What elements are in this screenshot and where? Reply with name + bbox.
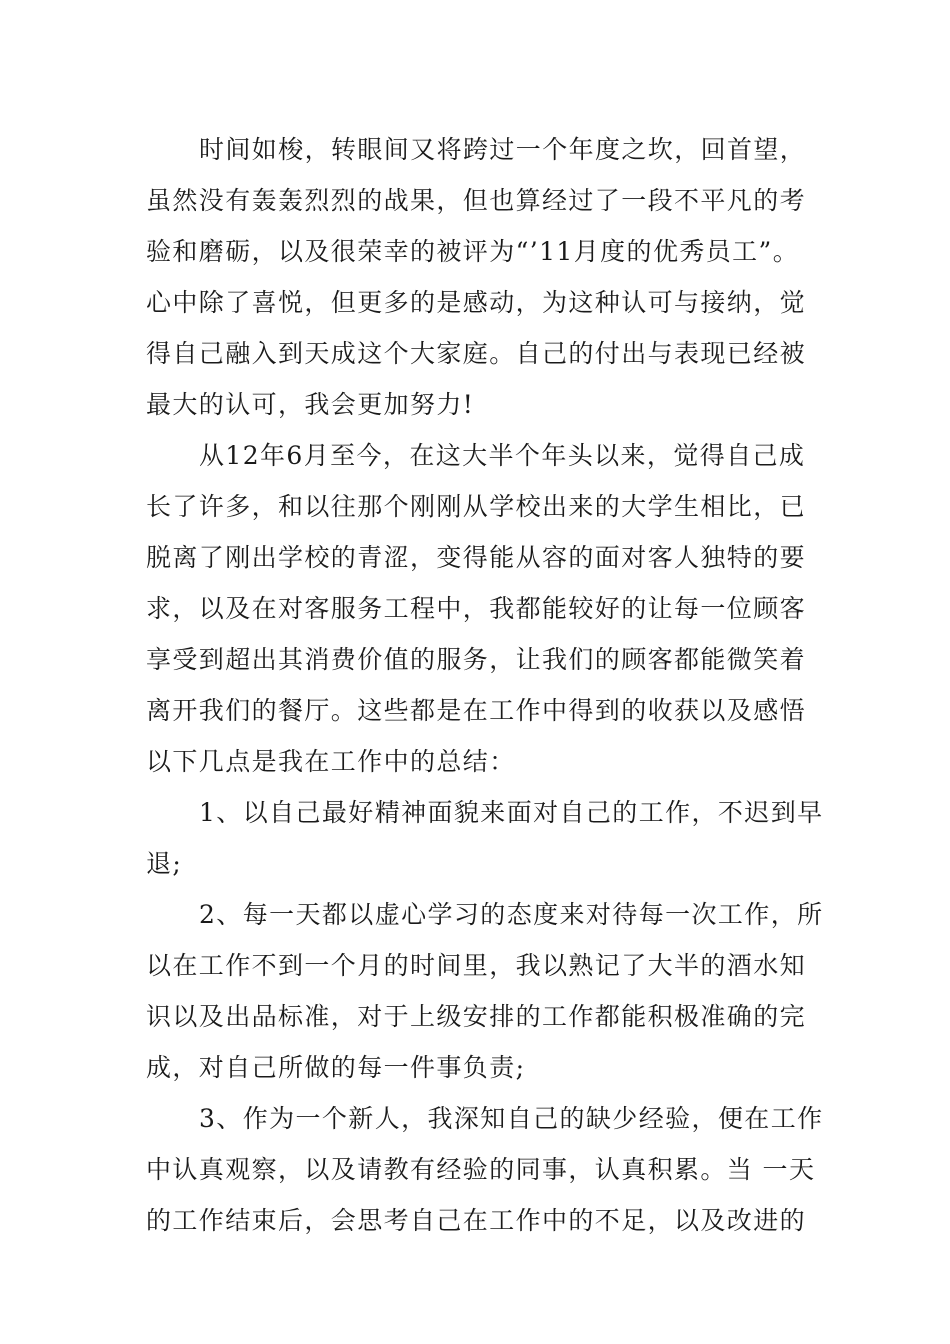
text-line: 最大的认可，我会更加努力! <box>146 390 475 419</box>
text-line: 脱离了刚出学校的青涩，变得能从容的面对客人独特的要 <box>146 543 807 572</box>
text-line: 从12年6月至今，在这大半个年头以来，觉得自己成 <box>199 441 806 470</box>
text-line: 虽然没有轰轰烈烈的战果，但也算经过了一段不平凡的考 <box>146 186 807 215</box>
text-line: 中认真观察，以及请教有经验的同事，认真积累。当 一天 <box>146 1155 816 1184</box>
text-line: 离开我们的餐厅。这些都是在工作中得到的收获以及感悟 <box>146 696 807 725</box>
text-line: 求，以及在对客服务工程中，我都能较好的让每一位顾客 <box>146 594 807 623</box>
text-line: 享受到超出其消费价值的服务，让我们的顾客都能微笑着 <box>146 645 807 674</box>
text-line: 成，对自己所做的每一件事负责; <box>146 1053 526 1082</box>
text-line: 心中除了喜悦，但更多的是感动，为这种认可与接纳，觉 <box>146 288 807 317</box>
text-line: 时间如梭，转眼间又将跨过一个年度之坎，回首望， <box>199 135 807 164</box>
text-line: 以在工作不到一个月的时间里，我以熟记了大半的酒水知 <box>146 951 807 980</box>
text-line: 1、以自己最好精神面貌来面对自己的工作，不迟到早 <box>199 798 824 827</box>
text-line: 识以及出品标准，对于上级安排的工作都能积极准确的完 <box>146 1002 807 1031</box>
text-line: 验和磨砺，以及很荣幸的被评为“’11月度的优秀员工”。 <box>146 237 800 266</box>
text-line: 得自己融入到天成这个大家庭。自己的付出与表现已经被 <box>146 339 807 368</box>
text-line: 的工作结束后，会思考自己在工作中的不足，以及改进的 <box>146 1206 807 1235</box>
text-line: 退; <box>146 849 183 878</box>
text-line: 长了许多，和以往那个刚刚从学校出来的大学生相比，已 <box>146 492 807 521</box>
text-line: 3、作为一个新人，我深知自己的缺少经验，便在工作 <box>199 1104 824 1133</box>
text-line: 2、每一天都以虚心学习的态度来对待每一次工作，所 <box>199 900 824 929</box>
text-line: 以下几点是我在工作中的总结： <box>146 747 516 776</box>
